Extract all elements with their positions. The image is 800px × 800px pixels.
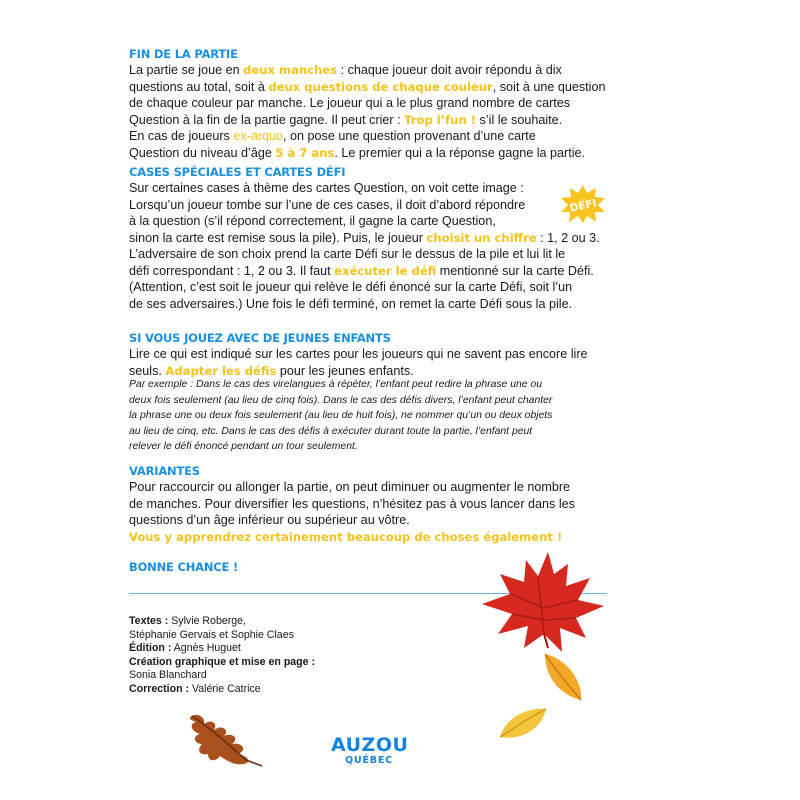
jeunes-enfants-example: Par exemple : Dans le cas des virelangues à répéter, l’enfant peut redire la phrase une ou deux fois seulement (au lieu de cinq fois). Dans le cas des défis divers, l’enfant peut chanter la phrase une ou deux fois seulement (au lieu de huit fois), ne nommer qu’un ou deux objets au lieu de cinq, etc. Dans le cas des défis à exécuter durant toute la partie, l’enfant peut relever le défi énoncé pendant un tour seulement. (129, 379, 553, 452)
closing-bonne-chance: BONNE CHANCE ! (129, 560, 238, 574)
maple-leaf-icon (478, 548, 608, 658)
oak-leaf-icon (186, 708, 272, 768)
fin-partie-text: La partie se joue en deux manches : chaque joueur doit avoir répondu à dix questions au total, soit à deux questions de chaque couleur, soit à une question de chaque couleur par manche. Le joueur qui a le plus grand nombre de cartes Question à la fin de la partie gagne. Il peut crier : Trop l’fun ! s’il le souhaite. En cas de joueurs ex-æquo, on pose une question provenant d’une carte Question du niveau d’âge 5 à 7 ans. Le premier qui a la réponse gagne la partie. (129, 63, 606, 160)
heading-cases-speciales: CASES SPÉCIALES ET CARTES DÉFI (129, 165, 346, 179)
variantes-text: Pour raccourcir ou allonger la partie, on peut diminuer ou augmenter le nombre de manches. Pour diversifier les questions, n’hésitez pas à vous lancer dans les questions d’un âge inférieur ou supérieur au vôtre. Vous y apprendrez certainement beaucoup de choses également ! (129, 480, 575, 544)
defi-badge-label: DÉFI (568, 197, 598, 215)
logo-name: AUZOU (331, 734, 409, 756)
auzou-quebec-logo (331, 735, 407, 766)
heading-jeunes-enfants: SI VOUS JOUEZ AVEC DE JEUNES ENFANTS (129, 331, 391, 345)
yellow-leaf-icon (535, 650, 587, 705)
jeunes-enfants-text: Lire ce qui est indiqué sur les cartes pour les joueurs qui ne savent pas encore lire seuls. Adapter les défis pour les jeunes enfants. (129, 347, 588, 378)
small-leaf-icon (498, 703, 550, 743)
heading-fin-partie: FIN DE LA PARTIE (129, 47, 238, 61)
heading-variantes: VARIANTES (129, 464, 200, 478)
credits: Textes : Sylvie Roberge, Stéphanie Gervais et Sophie Claes Édition : Agnès Huguet Création graphique et mise en page : Sonia Blanchard Correction : Valérie Catrice (129, 615, 316, 695)
cases-speciales-text: Sur certaines cases à thème des cartes Question, on voit cette image : Lorsqu’un joueur tombe sur l’une de ces cases, il doit d’abord répondre à la question (s’il répond correctement, il gagne la carte Question, sinon la carte est remise sous la pile). Puis, le joueur choisit un chiffre : 1, 2 ou 3. L’adversaire de son choix prend la carte Défi sur le dessus de la pile et lui lit le défi correspondant : 1, 2 ou 3. Il faut exécuter le défi mentionné sur la carte Défi. (Attention, c’est soit le joueur qui relève le défi énoncé sur la carte Défi, soit l’un de ses adversaires.) Une fois le défi terminé, on remet la carte Défi sous la pile. (129, 181, 600, 311)
logo-sub: QUÉBEC (345, 755, 393, 766)
defi-badge-icon (560, 184, 606, 224)
